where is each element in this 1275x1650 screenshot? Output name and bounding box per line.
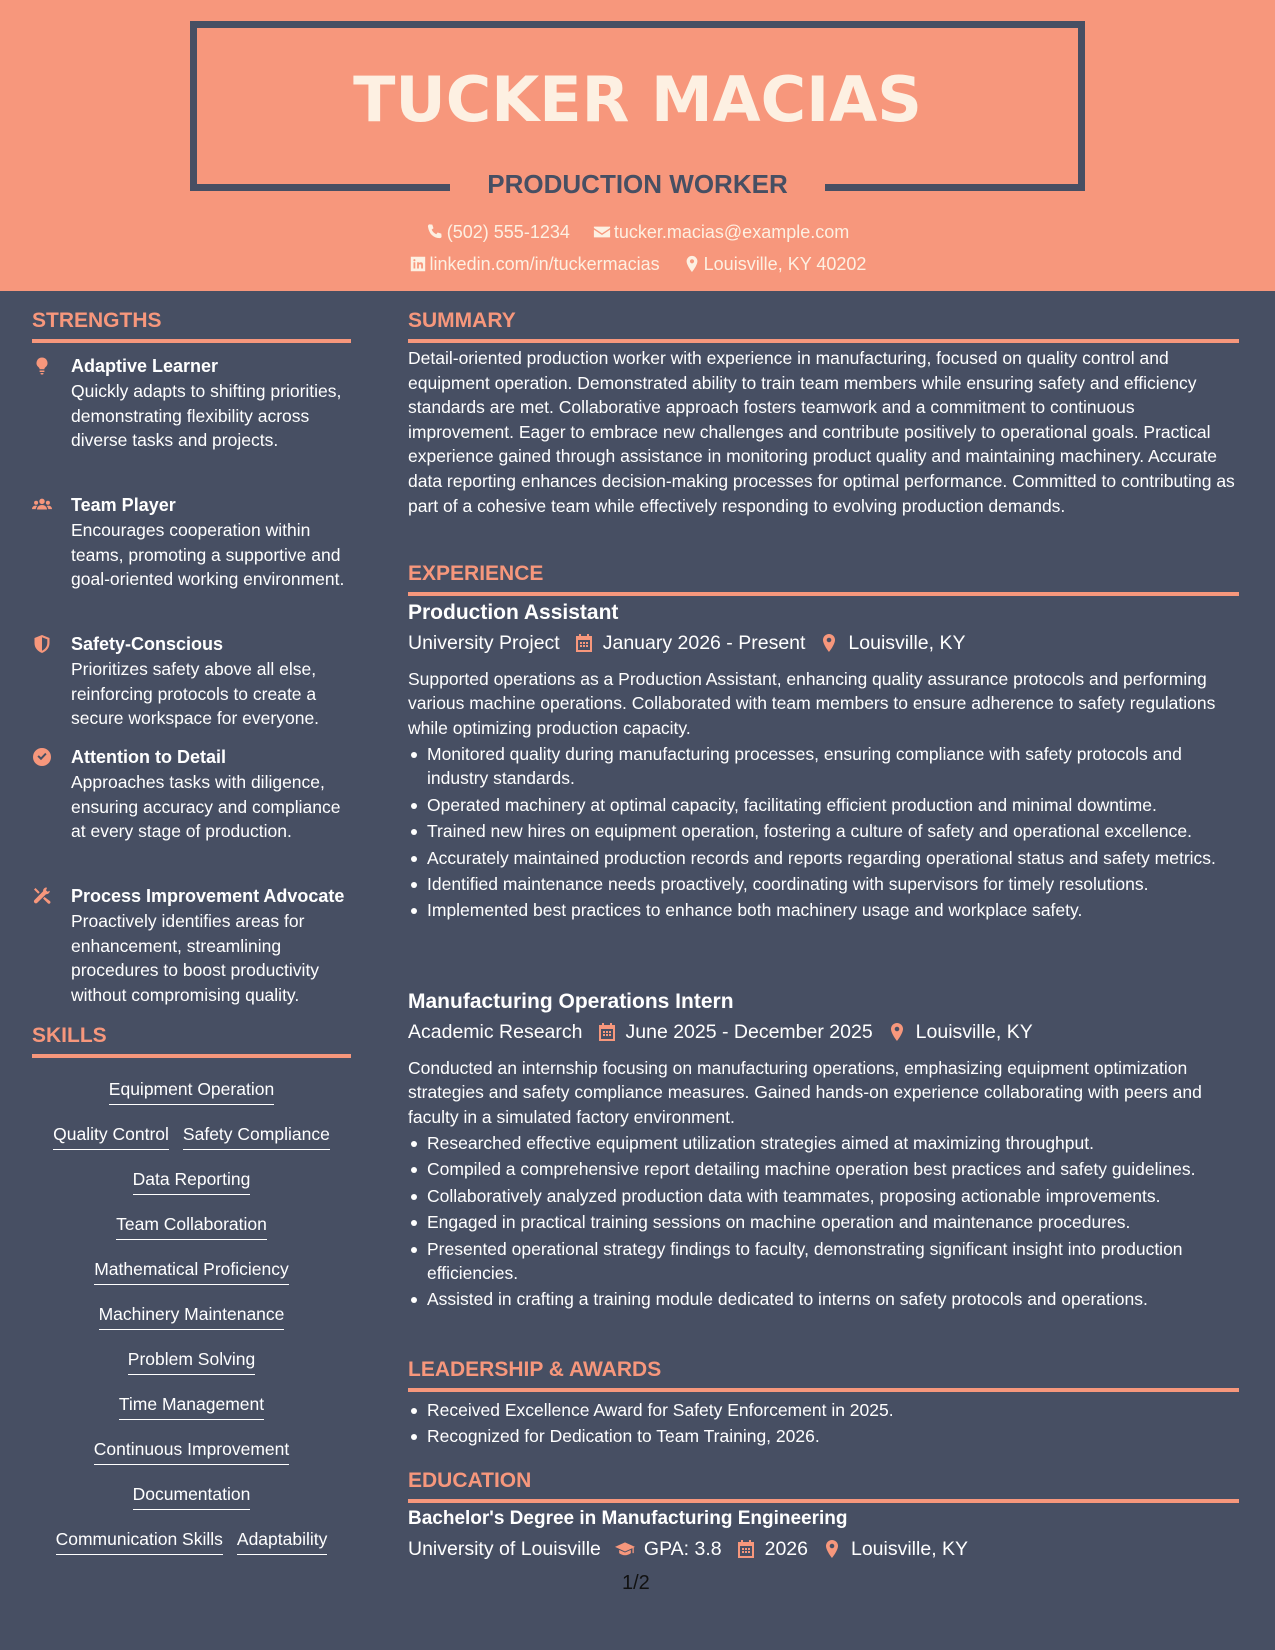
list-item: Collaboratively analyzed production data with teammates, proposing actionable improvements. [408, 1184, 1239, 1208]
shield-icon [32, 634, 54, 656]
strength-desc: Quickly adapts to shifting priorities, demonstrating flexibility across diverse tasks and projects. [71, 381, 342, 450]
skill-tag: Communication Skills [56, 1527, 223, 1555]
skills-heading: SKILLS [32, 1023, 351, 1058]
job-bullets [408, 1131, 1239, 1314]
job-role: PRODUCTION WORKER [487, 169, 788, 199]
list-item: Received Excellence Award for Safety Enforcement in 2025. [408, 1398, 1239, 1422]
job-dates: June 2025 - December 2025 [625, 1021, 873, 1043]
phone-text: (502) 555-1234 [446, 222, 570, 242]
contact-row-2 [0, 252, 1275, 279]
experience-heading: EXPERIENCE [408, 561, 1239, 596]
skill-row [32, 1077, 351, 1105]
job-org: University Project [408, 632, 560, 654]
graduation-cap-icon [615, 1539, 635, 1559]
map-pin-icon [683, 255, 701, 273]
skill-row [32, 1167, 351, 1195]
list-item: Recognized for Dedication to Team Training, 2026. [408, 1424, 1239, 1448]
strength-desc: Prioritizes safety above all else, reinforcing protocols to create a secure workspace for everyone. [71, 659, 320, 728]
skill-row [32, 1437, 351, 1465]
skill-tag: Mathematical Proficiency [94, 1257, 289, 1285]
candidate-name: TUCKER MACIAS [353, 63, 922, 136]
check-circle-icon [32, 747, 54, 769]
calendar-icon [736, 1539, 756, 1559]
skill-tag: Documentation [133, 1482, 251, 1510]
calendar-icon [574, 633, 594, 653]
summary-text: Detail-oriented production worker with experience in manufacturing, focused on quality control and equipment operation. Demonstrated ability to train team members while ensuring safety and efficiency standards are met. Collaborative approach fosters teamwork and a commitment to continuous improvement. Eager to embrace new challenges and contribute positively to operational goals. Practical experience gained through assistance in monitoring product quality and maintaining machinery. Accurate data reporting enhances decision-making processes for optimal performance. Committed to contributing as part of a cohesive team while effectively responding to evolving production demands. [408, 348, 1235, 516]
school-name: University of Louisville [408, 1538, 601, 1560]
strength-title: Safety-Conscious [71, 634, 224, 654]
skill-tag: Data Reporting [133, 1167, 251, 1195]
lightbulb-icon [32, 356, 54, 378]
skill-tag: Adaptability [237, 1527, 327, 1555]
strength-desc: Proactively identifies areas for enhancement, streamlining procedures to boost productivity without compromising quality. [71, 911, 320, 1005]
job-title: Production Assistant [408, 601, 619, 624]
job-title: Manufacturing Operations Intern [408, 990, 734, 1013]
location [683, 252, 867, 276]
job-meta [408, 1019, 1033, 1045]
skill-tag: Safety Compliance [183, 1122, 330, 1150]
skill-row [32, 1257, 351, 1285]
list-item: Presented operational strategy findings to faculty, demonstrating significant insight into production efficiencies. [408, 1237, 1239, 1286]
skill-row [32, 1302, 351, 1330]
job-description: Supported operations as a Production Assistant, enhancing quality assurance protocols and performing various machine operations. Collaborated with team members to ensure adherence to safety regulations while optimizing production capacity. [408, 669, 1216, 738]
page-number: 1/2 [622, 1572, 650, 1594]
calendar-icon [597, 1022, 617, 1042]
skill-row [32, 1122, 351, 1150]
skill-tag: Equipment Operation [109, 1077, 274, 1105]
list-item: Accurately maintained production records and reports regarding operational status and safety metrics. [408, 846, 1239, 870]
linkedin[interactable] [409, 252, 660, 276]
strengths-heading: STRENGTHS [32, 308, 351, 343]
strength-title: Team Player [71, 495, 176, 515]
phone-icon [426, 223, 444, 241]
school-location: Louisville, KY [850, 1538, 969, 1560]
email[interactable] [593, 220, 849, 244]
skill-row [32, 1392, 351, 1420]
summary-heading: SUMMARY [408, 308, 1239, 343]
map-pin-icon [887, 1022, 907, 1042]
skill-row [32, 1212, 351, 1240]
job-bullets [408, 742, 1239, 925]
job-location: Louisville, KY [915, 1021, 1033, 1043]
list-item: Monitored quality during manufacturing processes, ensuring compliance with safety protocols and industry standards. [408, 742, 1239, 791]
skill-row [32, 1527, 351, 1555]
phone[interactable] [426, 220, 570, 244]
skill-row [32, 1347, 351, 1375]
email-text: tucker.macias@example.com [613, 222, 850, 242]
skill-tag: Time Management [119, 1392, 264, 1420]
strength-desc: Approaches tasks with diligence, ensuring accuracy and compliance at every stage of production. [71, 772, 341, 841]
education-meta [408, 1536, 968, 1562]
gpa: GPA: 3.8 [643, 1538, 722, 1560]
skill-tag: Continuous Improvement [94, 1437, 290, 1465]
list-item: Identified maintenance needs proactively, coordinating with supervisors for timely resolutions. [408, 872, 1239, 896]
users-icon [32, 495, 54, 517]
graduation-year: 2026 [764, 1538, 808, 1560]
skill-tag: Machinery Maintenance [99, 1302, 285, 1330]
map-pin-icon [822, 1539, 842, 1559]
job-description: Conducted an internship focusing on manufacturing operations, emphasizing equipment optimization strategies and safety compliance measures. Gained hands-on experience collaborating with peers and faculty in a simulated factory environment. [408, 1058, 1202, 1127]
resume-header [0, 0, 1275, 291]
strength-title: Process Improvement Advocate [71, 886, 345, 906]
map-pin-icon [819, 633, 839, 653]
job-meta [408, 630, 965, 656]
strength-desc: Encourages cooperation within teams, promoting a supportive and goal-oriented working environment. [71, 520, 345, 589]
education-heading: EDUCATION [408, 1468, 1239, 1503]
job-org: Academic Research [408, 1021, 583, 1043]
strength-title: Adaptive Learner [71, 356, 219, 376]
list-item: Implemented best practices to enhance both machinery usage and workplace safety. [408, 898, 1239, 922]
list-item: Engaged in practical training sessions on machine operation and maintenance procedures. [408, 1210, 1239, 1234]
degree-title: Bachelor's Degree in Manufacturing Engineering [408, 1508, 848, 1529]
list-item: Compiled a comprehensive report detailing machine operation best practices and safety guidelines. [408, 1157, 1239, 1181]
list-item: Researched effective equipment utilization strategies aimed at maximizing throughput. [408, 1131, 1239, 1155]
skill-tag: Quality Control [53, 1122, 169, 1150]
job-location: Louisville, KY [848, 632, 966, 654]
skill-tag: Problem Solving [128, 1347, 255, 1375]
list-item: Operated machinery at optimal capacity, facilitating efficient production and minimal downtime. [408, 793, 1239, 817]
linkedin-icon [409, 255, 427, 273]
strength-title: Attention to Detail [71, 747, 226, 767]
skill-row [32, 1482, 351, 1510]
location-text: Louisville, KY 40202 [703, 254, 867, 274]
leadership-heading: LEADERSHIP & AWARDS [408, 1357, 1239, 1392]
tools-icon [32, 886, 54, 908]
contact-row-1 [0, 220, 1275, 247]
linkedin-text: linkedin.com/in/tuckermacias [429, 254, 660, 274]
envelope-icon [593, 223, 611, 241]
list-item: Trained new hires on equipment operation, fostering a culture of safety and operational excellence. [408, 819, 1239, 843]
list-item: Assisted in crafting a training module dedicated to interns on safety protocols and operations. [408, 1287, 1239, 1311]
job-dates: January 2026 - Present [602, 632, 806, 654]
skill-tag: Team Collaboration [116, 1212, 267, 1240]
leadership-list [408, 1398, 1239, 1451]
